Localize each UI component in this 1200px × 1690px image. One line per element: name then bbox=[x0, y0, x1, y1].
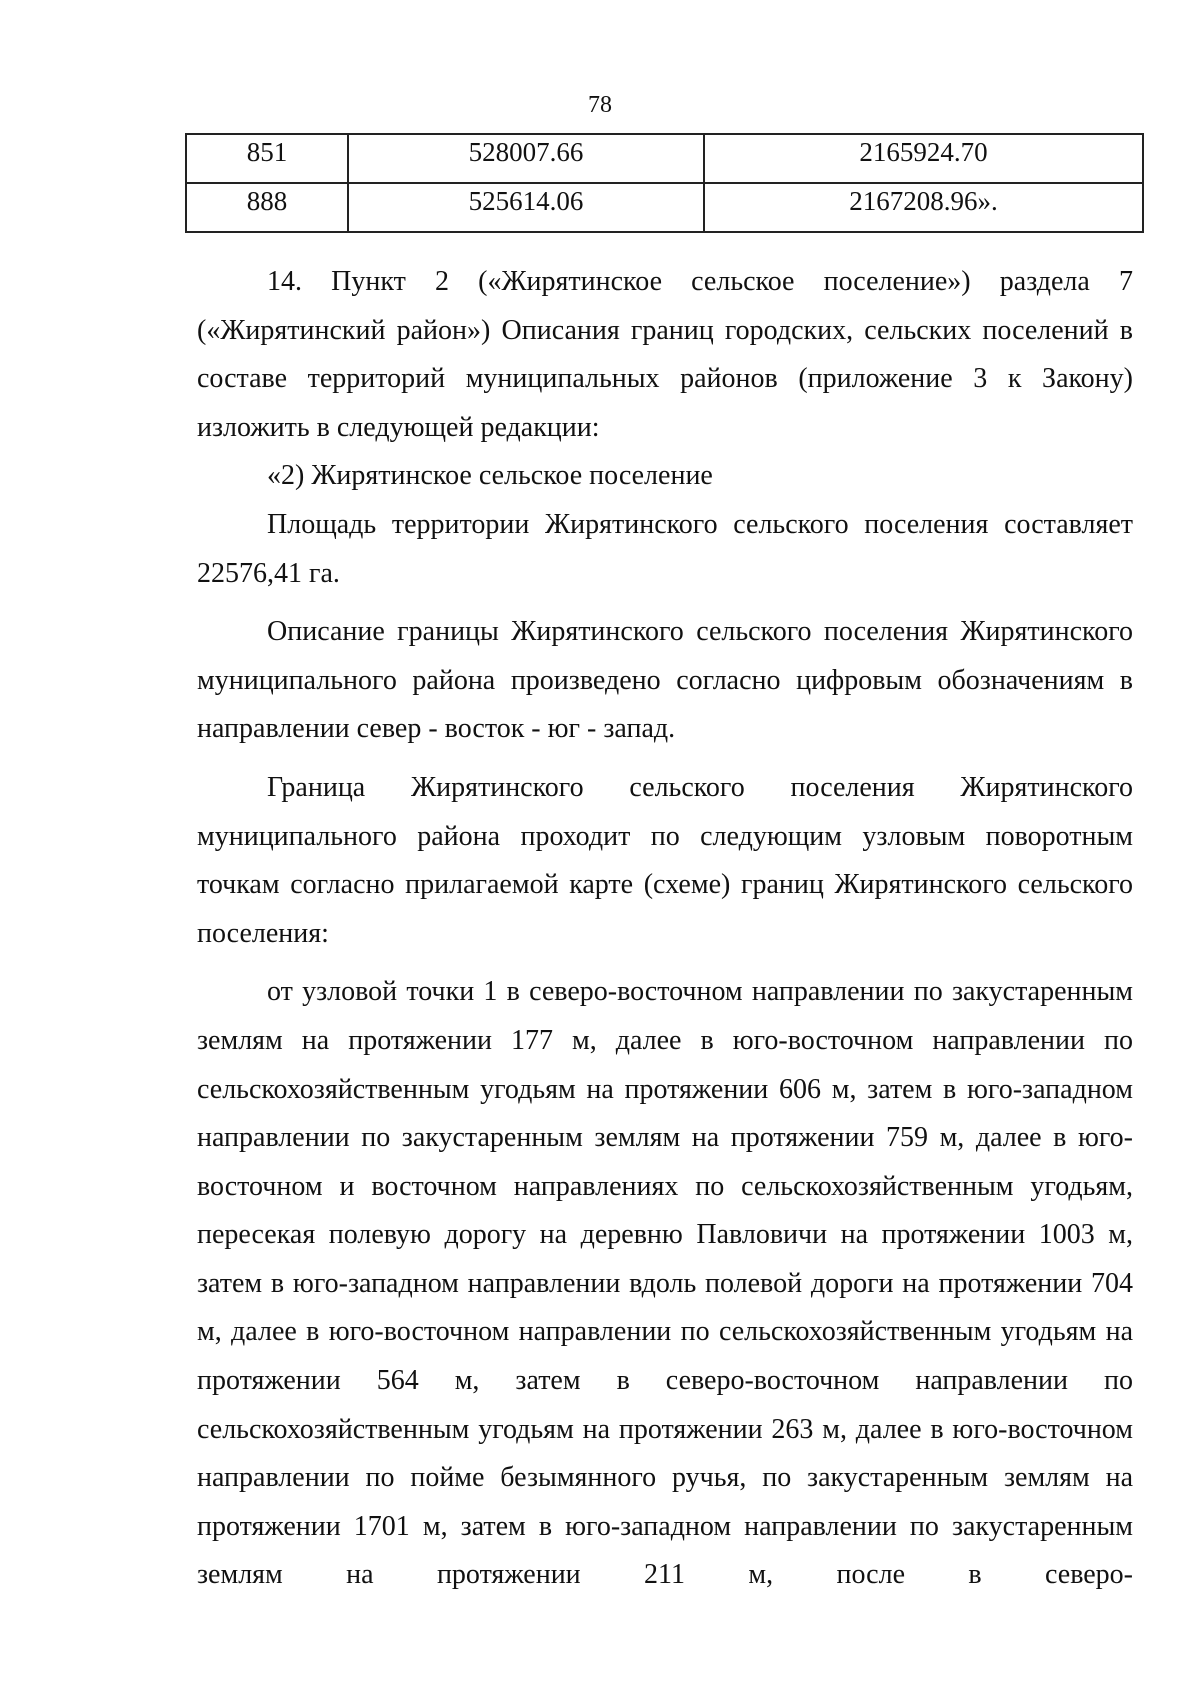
amendment-paragraph: 14. Пункт 2 («Жирятинское сельское поселение») раздела 7 («Жирятинский район») Описания границ городских, сельских поселений в составе территорий муниципальных районов (приложение 3 к Закону) изложить в следующей редакции: bbox=[197, 266, 1133, 443]
y-coordinate-cell: 2167208.96». bbox=[704, 183, 1143, 232]
point-number-cell: 888 bbox=[186, 183, 348, 232]
area-paragraph: Площадь территории Жирятинского сельского поселения составляет 22576,41 га. bbox=[197, 508, 1133, 589]
section-heading: «2) Жирятинское сельское поселение bbox=[267, 460, 713, 492]
x-coordinate-cell: 528007.66 bbox=[348, 134, 704, 183]
coordinates-table bbox=[185, 133, 1144, 233]
y-coordinate-cell: 2165924.70 bbox=[704, 134, 1143, 183]
table-row bbox=[186, 134, 1143, 183]
x-coordinate-cell: 525614.06 bbox=[348, 183, 704, 232]
boundary-description-paragraph: Описание границы Жирятинского сельского поселения Жирятинского муниципального района произведено согласно цифровым обозначениям в направлении север - восток - юг - запад. bbox=[197, 616, 1133, 745]
boundary-points-paragraph: Граница Жирятинского сельского поселения Жирятинского муниципального района проходит по следующим узловым поворотным точкам согласно прилагаемой карте (схеме) границ Жирятинского сельского поселения: bbox=[197, 771, 1133, 949]
table-row bbox=[186, 183, 1143, 232]
document-body bbox=[197, 258, 1133, 1600]
page-number: 78 bbox=[588, 92, 612, 118]
point-number-cell: 851 bbox=[186, 134, 348, 183]
boundary-route-paragraph: от узловой точки 1 в северо-восточном направлении по закустаренным землям на протяжении 177 м, далее в юго-восточном направлении по сельскохозяйственным угодьям на протяжении 606 м, затем в юго-западном направлении по закустаренным землям на протяжении 759 м, далее в юго-восточном и восточном направлениях по сельскохозяйственным угодьям, пересекая полевую дорогу на деревню Павловичи на протяжении 1003 м, затем в юго-западном направлении вдоль полевой дороги на протяжении 704 м, далее в юго-восточном направлении по сельскохозяйственным угодьям на протяжении 564 м, затем в северо-восточном направлении по сельскохозяйственным угодьям на протяжении 263 м, далее в юго-восточном направлении по пойме безымянного ручья, по закустаренным землям на протяжении 1701 м, затем в юго-западном направлении по закустаренным землям на протяжении 211 м, после в северо- bbox=[197, 976, 1133, 1591]
